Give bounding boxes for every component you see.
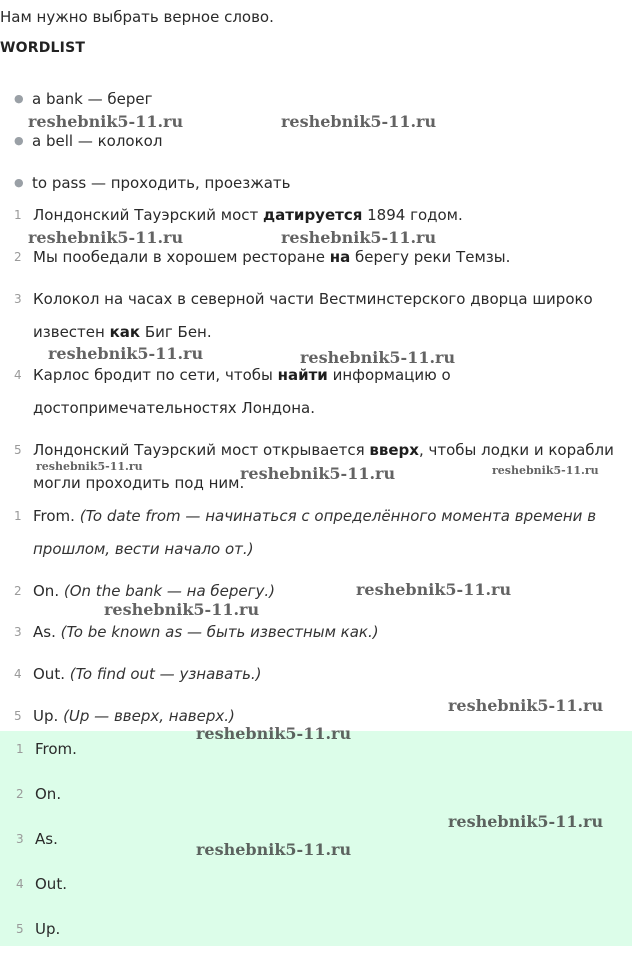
watermark: reshebnik5-11.ru [240, 464, 396, 483]
explanation-item: 5 Up. (Up — вверх, наверх.) [14, 707, 235, 725]
watermark: reshebnik5-11.ru [281, 112, 437, 131]
sentence-item: 3 Колокол на часах в северной части Вестминстерского дворца широко [14, 290, 593, 308]
sentence-item: 2 Мы пообедали в хорошем ресторане на берегу реки Темзы. [14, 248, 511, 266]
intro-text: Нам нужно выбрать верное слово. [0, 8, 274, 26]
answer-item: 5 Up. [16, 920, 61, 938]
wordlist-item: ● a bell — колокол [14, 132, 163, 150]
watermark: reshebnik5-11.ru [28, 112, 184, 131]
explanation-item: 1 From. (To date from — начинаться с определённого момента времени в [14, 507, 597, 525]
answer-item: 4 Out. [16, 875, 67, 893]
answer-item: 1 From. [16, 740, 77, 758]
watermark: reshebnik5-11.ru [492, 464, 599, 477]
explanation-item: 3 As. (To be known as — быть известным как.) [14, 623, 379, 641]
bullet-icon: ● [14, 176, 24, 189]
sentence-continuation: достопримечательностях Лондона. [33, 399, 315, 417]
wordlist-item: ● to pass — проходить, проезжать [14, 174, 291, 192]
explanation-item: 4 Out. (To find out — узнавать.) [14, 665, 262, 683]
bullet-icon: ● [14, 92, 24, 105]
wordlist-heading: WORDLIST [0, 40, 86, 56]
watermark: reshebnik5-11.ru [356, 580, 512, 599]
watermark: reshebnik5-11.ru [196, 724, 352, 743]
answer-item: 2 On. [16, 785, 62, 803]
watermark: reshebnik5-11.ru [36, 460, 143, 473]
watermark: reshebnik5-11.ru [448, 812, 604, 831]
watermark: reshebnik5-11.ru [196, 840, 352, 859]
answer-item: 3 As. [16, 830, 58, 848]
wordlist-item: ● a bank — берег [14, 90, 153, 108]
explanation-item: 2 On. (On the bank — на берегу.) [14, 582, 276, 600]
watermark: reshebnik5-11.ru [281, 228, 437, 247]
sentence-continuation: могли проходить под ним. [33, 474, 245, 492]
sentence-item: 4 Карлос бродит по сети, чтобы найти информацию о [14, 366, 451, 384]
watermark: reshebnik5-11.ru [104, 600, 260, 619]
answer-box [0, 731, 632, 946]
explanation-continuation: прошлом, вести начало от.) [33, 540, 254, 558]
bullet-icon: ● [14, 134, 24, 147]
watermark: reshebnik5-11.ru [48, 344, 204, 363]
sentence-item: 5 Лондонский Тауэрский мост открывается вверх, чтобы лодки и корабли [14, 441, 614, 459]
watermark: reshebnik5-11.ru [448, 696, 604, 715]
sentence-item: 1 Лондонский Тауэрский мост датируется 1894 годом. [14, 206, 463, 224]
watermark: reshebnik5-11.ru [28, 228, 184, 247]
watermark: reshebnik5-11.ru [300, 348, 456, 367]
sentence-continuation: известен как Биг Бен. [33, 323, 212, 341]
